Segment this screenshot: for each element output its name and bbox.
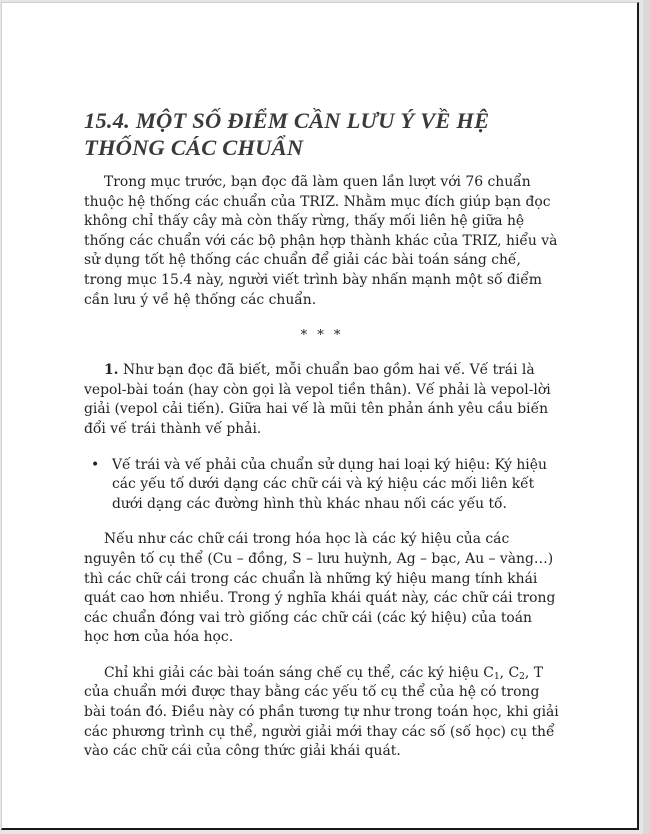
bullet-text: Vế trái và vế phải của chuẩn sử dụng hai loại ký hiệu: Ký hiệu các yếu tố dưới dạng các chữ cái và ký hiệu các mối liên kết dưới dạng các đường hình thù khác nhau nối các yếu tố. bbox=[112, 456, 547, 512]
symbols-text-before: Chỉ khi giải các bài toán sáng chế cụ thể, các ký hiệu C bbox=[104, 664, 494, 681]
symbols-text-after: , T của chuẩn mới được thay bằng các yếu tố cụ thể của hệ có trong bài toán đó. Điều này có phần tương tự như trong toán học, khi giải các phương trình cụ thể, người giải mới thay các số (số học) cụ thể vào các chữ cái của công thức giải khái quát. bbox=[84, 664, 559, 760]
chemistry-analogy-paragraph: Nếu như các chữ cái trong hóa học là các ký hiệu của các nguyên tố cụ thể (Cu – đồng, S – lưu huỳnh, Ag – bạc, Au – vàng…) thì các chữ cái trong các chuẩn là những ký hiệu mang tính khái quát cao hơn nhiều. Trong ý nghĩa khái quát này, các chữ cái trong các chuẩn đóng vai trò giống các chữ cái (các ký hiệu) của toán học hơn của hóa học. bbox=[84, 531, 556, 646]
section-heading: 15.4. MỘT SỐ ĐIỂM CẦN LƯU Ý VỀ HỆ THỐNG CÁC CHUẨN bbox=[84, 108, 490, 160]
subscript-2: 2 bbox=[519, 671, 525, 682]
bullet-icon: • bbox=[91, 456, 100, 473]
point-1-text: Như bạn đọc đã biết, mỗi chuẩn bao gồm hai vế. Vế trái là vepol-bài toán (hay còn gọi là vepol tiền thân). Vế phải là vepol-lời giải (vepol cải tiến). Giữa hai vế là mũi tên phản ánh yêu cầu biến đổi vế trái thành vế phải. bbox=[84, 362, 551, 437]
point-1-paragraph bbox=[84, 361, 560, 439]
bullet-list bbox=[84, 456, 560, 515]
page-content bbox=[84, 107, 560, 762]
section-separator: * * * bbox=[300, 328, 344, 344]
symbols-paragraph bbox=[84, 664, 560, 762]
subscript-1: 1 bbox=[493, 671, 500, 682]
intro-paragraph: Trong mục trước, bạn đọc đã làm quen lần lượt với 76 chuẩn thuộc hệ thống các chuẩn của TRIZ. Nhằm mục đích giúp bạn đọc không chỉ thấy cây mà còn thấy rừng, thấy mối liên hệ giữa hệ thống các chuẩn với các bộ phận hợp thành khác của TRIZ, hiểu và sử dụng tốt hệ thống các chuẩn để giải các bài toán sáng chế, trong mục 15.4 này, người viết trình bày nhấn mạnh một số điểm cần lưu ý về hệ thống các chuẩn. bbox=[84, 174, 558, 308]
window-edge bbox=[643, 0, 650, 834]
point-1-number: 1. bbox=[104, 362, 119, 379]
symbols-text-mid: , C bbox=[499, 664, 520, 681]
bullet-item bbox=[84, 456, 560, 515]
document-page bbox=[1, 2, 639, 830]
